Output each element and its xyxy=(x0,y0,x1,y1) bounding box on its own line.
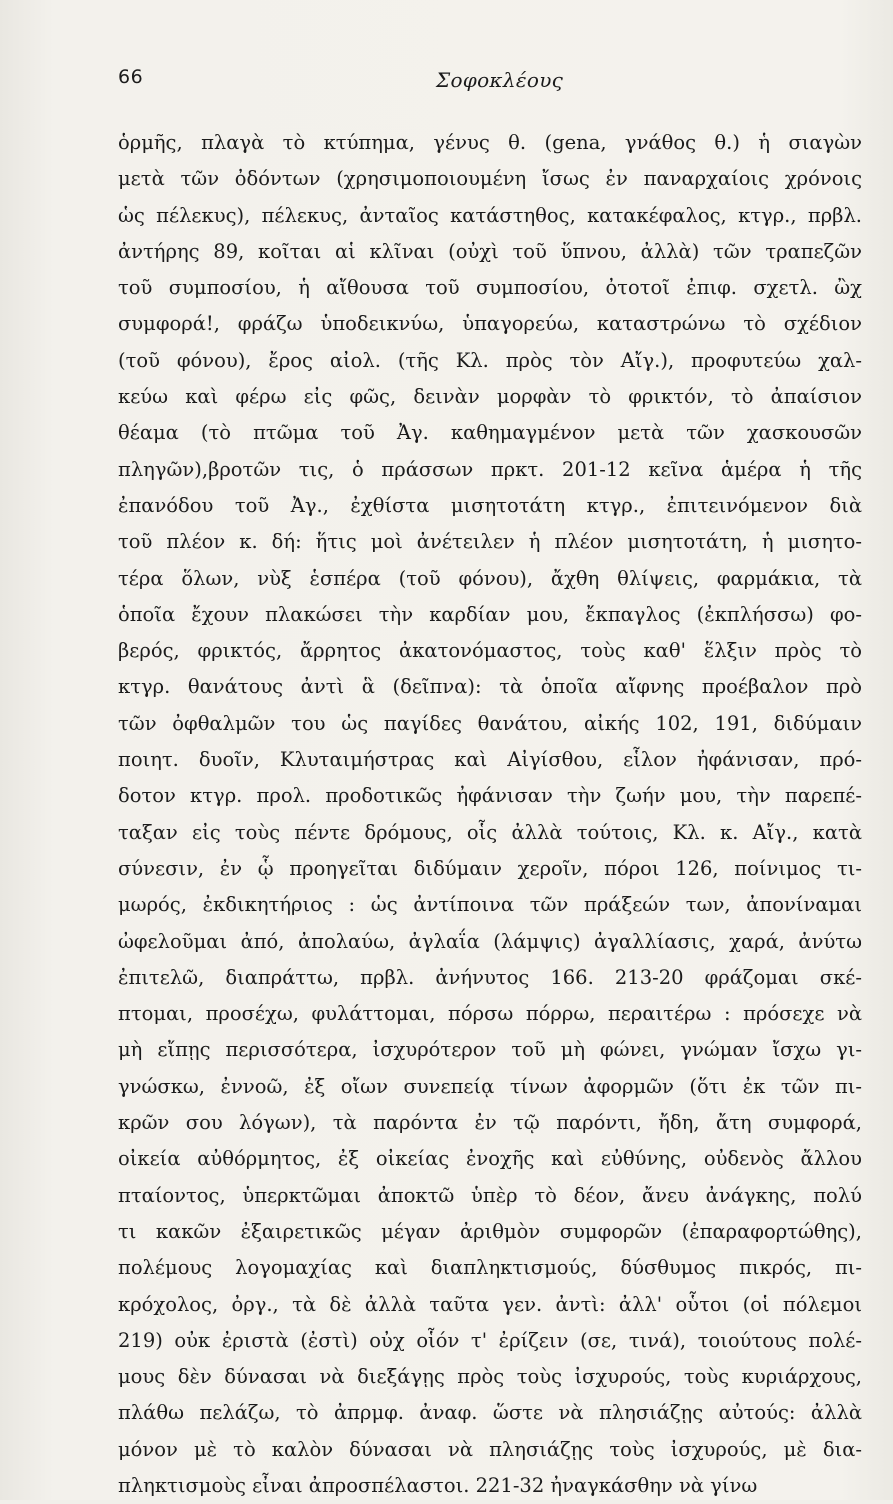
text-line: πολέμους λογομαχίας καὶ διαπληκτισμούς, δύσθυμος πικρός, πι- xyxy=(118,1256,862,1280)
text-line: πτομαι, προσέχω, φυλάττομαι, πόρσω πόρρω, περαιτέρω : πρόσεχε νὰ xyxy=(118,1002,862,1026)
text-line: συμφορά!, φράζω ὑποδεικνύω, ὑπαγορεύω, καταστρώνω τὸ σχέδιον xyxy=(118,312,862,336)
text-line: τοῦ συμποσίου, ἡ αἴθουσα τοῦ συμποσίου, ὀτοτοῖ ἐπιφ. σχετλ. ὢχ xyxy=(118,276,862,300)
text-line: μετὰ τῶν ὀδόντων (χρησιμοποιουμένη ἴσως ἐν παναρχαίοις χρόνοις xyxy=(118,167,862,191)
page-header xyxy=(118,66,858,100)
text-line: ὁποῖα ἔχουν πλακώσει τὴν καρδίαν μου, ἔκπαγλος (ἐκπλήσσω) φο- xyxy=(118,602,862,626)
text-line: οἰκεία αὐθόρμητος, ἐξ οἰκείας ἐνοχῆς καὶ εὐθύνης, οὐδενὸς ἄλλου xyxy=(118,1147,862,1171)
text-line: κρῶν σου λόγων), τὰ παρόντα ἐν τῷ παρόντι, ἤδη, ἄτη συμφορά, xyxy=(118,1111,862,1135)
page-number: 66 xyxy=(118,66,144,88)
text-line: ὁρμῆς, πλαγὰ τὸ κτύπημα, γένυς θ. (gena, γνάθος θ.) ἡ σιαγὼν xyxy=(118,131,862,154)
text-line: 219) οὐκ ἐριστὰ (ἐστὶ) οὐχ οἷόν τ' ἐρίζειν (σε, τινά), τοιούτους πολέ- xyxy=(118,1328,862,1352)
text-line: ταξαν εἰς τοὺς πέντε δρόμους, οἷς ἀλλὰ τούτοις, Κλ. κ. Αἴγ., κατὰ xyxy=(118,820,862,844)
text-line: ὡς πέλεκυς), πέλεκυς, ἀνταῖος κατάστηθος, κατακέφαλος, κτγρ., πρβλ. xyxy=(118,203,862,227)
text-line: μὴ εἴπῃς περισσότερα, ἰσχυρότερον τοῦ μὴ φώνει, γνώμαν ἴσχω γι- xyxy=(118,1038,862,1062)
text-line: κεύω καὶ φέρω εἰς φῶς, δεινὰν μορφὰν τὸ φρικτόν, τὸ ἀπαίσιον xyxy=(118,385,862,409)
text-line: θέαμα (τὸ πτῶμα τοῦ Ἀγ. καθημαγμένον μετὰ τῶν χασκουσῶν xyxy=(118,421,862,445)
text-line: (τοῦ φόνου), ἔρος αἰολ. (τῆς Κλ. πρὸς τὸν Αἴγ.), προφυτεύω χαλ- xyxy=(118,348,862,372)
text-line: βερός, φρικτός, ἄρρητος ἀκατονόμαστος, τοὺς καθ' ἕλξιν πρὸς τὸ xyxy=(118,639,862,663)
text-line: κρόχολος, ὀργ., τὰ δὲ ἀλλὰ ταῦτα γεν. ἀντὶ: ἀλλ' οὗτοι (οἱ πόλεμοι xyxy=(118,1292,862,1316)
text-line: πταίοντος, ὑπερκτῶμαι ἀποκτῶ ὑπὲρ τὸ δέον, ἄνευ ἀνάγκης, πολύ xyxy=(118,1183,862,1207)
text-line: μωρός, ἐκδικητήριος : ὡς ἀντίποινα τῶν πράξεών των, ἀπονίναμαι xyxy=(118,893,862,917)
text-line: πληκτισμοὺς εἶναι ἀπροσπέλαστοι. 221-32 ἠναγκάσθην νὰ γίνω xyxy=(118,1473,758,1497)
text-line: γνώσκω, ἐννοῶ, ἐξ οἴων συνεπείᾳ τίνων ἀφορμῶν (ὅτι ἐκ τῶν πι- xyxy=(118,1074,862,1098)
text-line: τοῦ πλέον κ. δή: ἥτις μοὶ ἀνέτειλεν ἡ πλέον μισητοτάτη, ἡ μισητο- xyxy=(118,530,862,554)
text-line: πλάθω πελάζω, τὸ ἀπρμφ. ἀναφ. ὥστε νὰ πλησιάζῃς αὐτούς: ἀλλὰ xyxy=(118,1401,862,1425)
text-line: δοτον κτγρ. προλ. προδοτικῶς ἠφάνισαν τὴν ζωήν μου, τὴν παρεπέ- xyxy=(118,784,862,808)
running-head: Σοφοκλέους xyxy=(436,68,564,92)
commentary-text xyxy=(118,125,862,1504)
text-line: ἐπιτελῶ, διαπράττω, πρβλ. ἀνήνυτος 166. 213-20 φράζομαι σκέ- xyxy=(118,965,862,989)
text-line: ἐπανόδου τοῦ Ἀγ., ἐχθίστα μισητοτάτη κτγρ., ἐπιτεινόμενον διὰ xyxy=(118,493,862,517)
text-line: τι κακῶν ἐξαιρετικῶς μέγαν ἀριθμὸν συμφορῶν (ἐπαραφορτώθης), xyxy=(118,1219,862,1243)
text-line: ἀντήρης 89, κοῖται αἱ κλῖναι (οὐχὶ τοῦ ὕπνου, ἀλλὰ) τῶν τραπεζῶν xyxy=(118,239,862,263)
text-line: ὠφελοῦμαι ἀπό, ἀπολαύω, ἀγλαΐα (λάμψις) ἀγαλλίασις, χαρά, ἀνύτω xyxy=(118,929,862,953)
text-line: σύνεσιν, ἐν ᾧ προηγεῖται διδύμαιν χεροῖν, πόροι 126, ποίνιμος τι- xyxy=(118,856,862,880)
text-line: κτγρ. θανάτους ἀντὶ ἃ (δεῖπνα): τὰ ὁποῖα αἴφνης προέβαλον πρὸ xyxy=(118,675,862,699)
text-line: πληγῶν),βροτῶν τις, ὁ πράσσων πρκτ. 201-12 κεῖνα ἁμέρα ἡ τῆς xyxy=(118,457,862,481)
text-line: μόνον μὲ τὸ καλὸν δύνασαι νὰ πλησιάζῃς τοὺς ἰσχυρούς, μὲ δια- xyxy=(118,1437,862,1461)
text-line: ποιητ. δυοῖν, Κλυταιμήστρας καὶ Αἰγίσθου, εἷλον ἠφάνισαν, πρό- xyxy=(118,748,862,772)
text-line: τῶν ὀφθαλμῶν του ὡς παγίδες θανάτου, αἰκής 102, 191, διδύμαιν xyxy=(118,711,862,735)
text-line: μους δὲν δύνασαι νὰ διεξάγῃς πρὸς τοὺς ἰσχυρούς, τοὺς κυριάρχους, xyxy=(118,1365,862,1389)
text-line: τέρα ὅλων, νὺξ ἑσπέρα (τοῦ φόνου), ἄχθη θλίψεις, φαρμάκια, τὰ xyxy=(118,566,862,590)
